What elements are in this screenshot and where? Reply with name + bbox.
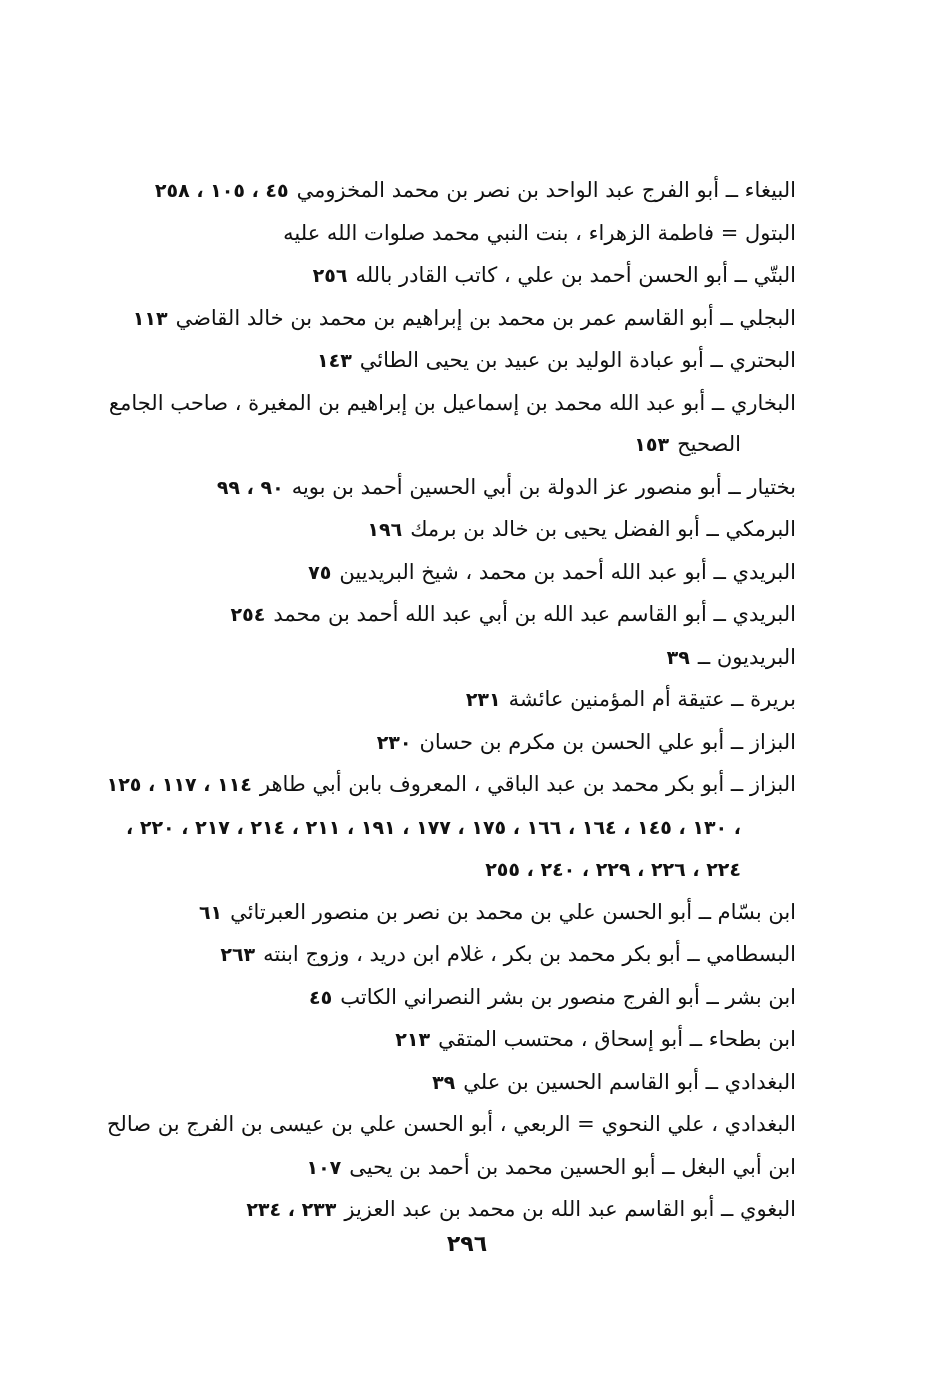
index-entry xyxy=(106,594,796,637)
entry-page-refs: ١٤٣ xyxy=(317,350,352,372)
index-entry xyxy=(106,679,796,722)
index-entry xyxy=(106,383,796,467)
entry-text: البتّي ــ أبو الحسن أحمد بن علي ، كاتب القادر بالله xyxy=(355,263,796,287)
entry-text: البغوي ــ أبو القاسم عبد الله بن محمد بن عبد العزيز xyxy=(344,1197,796,1221)
entry-page-refs: ٢٣٠ xyxy=(376,731,412,754)
entry-text: البريديون ــ xyxy=(697,644,796,669)
index-entries-list xyxy=(106,170,796,1232)
entry-text: البجلي ــ أبو القاسم عمر بن محمد بن إبراهيم بن محمد بن خالد القاضي xyxy=(175,305,796,330)
entry-page-refs: ٢٥٦ xyxy=(312,265,348,287)
index-entry xyxy=(106,722,796,765)
entry-page-refs: ٣٩ xyxy=(432,1071,456,1094)
entry-page-refs: ١٩٦ xyxy=(367,519,403,541)
entry-text: البزاز ــ أبو علي الحسن بن مكرم بن حسان xyxy=(419,729,796,754)
index-entry xyxy=(106,552,796,595)
index-entry xyxy=(106,467,796,510)
entry-page-refs: ٩٠ ، ٩٩ xyxy=(216,476,284,499)
index-entry xyxy=(106,934,796,977)
entry-text: البسطامي ــ أبو بكر محمد بن بكر ، غلام ابن دريد ، وزوج ابنته xyxy=(263,942,796,966)
index-entry xyxy=(106,977,796,1020)
entry-page-refs: ٢٦٣ xyxy=(220,944,256,966)
entry-page-refs: ٢٣٣ ، ٢٣٤ xyxy=(246,1199,337,1221)
entry-page-refs: ٢٥٤ xyxy=(230,604,266,626)
index-entry xyxy=(106,637,796,680)
entry-text: البغدادي ، علي النحوي = الربعي ، أبو الحسن علي بن عيسى بن الفرج بن صالح xyxy=(106,1112,796,1136)
entry-text: ابن بشر ــ أبو الفرج منصور بن بشر النصراني الكاتب xyxy=(340,984,796,1009)
entry-text: ابن أبي البغل ــ أبو الحسين محمد بن أحمد بن يحيى xyxy=(349,1154,796,1179)
index-entry xyxy=(106,764,796,892)
index-entry xyxy=(106,213,796,256)
index-entry xyxy=(106,509,796,552)
entry-text: ابن بسّام ــ أبو الحسن علي بن محمد بن نصر بن منصور العبرتائي xyxy=(230,899,796,924)
index-entry xyxy=(106,1189,796,1232)
entry-page-refs: ١١٤ ، ١١٧ ، ١٢٥ ، ١٣٠ ، ١٤٥ ، ١٦٤ ، ١٦٦ ، ١٧٥ ، ١٧٧ ، ١٩١ ، ٢١١ ، ٢١٤ ، ٢١٧ ، ٢٢٠ ، ٢٢٤ ، ٢٢٦ ، ٢٢٩ ، ٢٤٠ ، ٢٥٥ xyxy=(106,774,741,881)
index-entry xyxy=(106,340,796,383)
entry-page-refs: ٢٣١ xyxy=(465,689,501,711)
entry-page-refs: ١٠٧ xyxy=(306,1156,342,1179)
entry-text: البتول = فاطمة الزهراء ، بنت النبي محمد صلوات الله عليه xyxy=(283,220,796,245)
entry-text: البرمكي ــ أبو الفضل يحيى بن خالد بن برمك xyxy=(410,517,796,541)
entry-text: البغدادي ــ أبو القاسم الحسين بن علي xyxy=(463,1069,796,1094)
entry-text: بختيار ــ أبو منصور عز الدولة بن أبي الحسين أحمد بن بويه xyxy=(291,474,796,499)
index-entry xyxy=(106,1147,796,1190)
entry-text: ابن بطحاء ــ أبو إسحاق ، محتسب المتقي xyxy=(438,1027,796,1051)
entry-text: البريدي ــ أبو عبد الله أحمد بن محمد ، شيخ البريديين xyxy=(339,559,796,584)
index-entry xyxy=(106,255,796,298)
entry-page-refs: ٦١ xyxy=(198,901,223,924)
entry-page-refs: ٤٥ xyxy=(309,986,333,1009)
entry-text: البخاري ــ أبو عبد الله محمد بن إسماعيل بن إبراهيم بن المغيرة ، صاحب الجامع الصحيح xyxy=(108,390,796,456)
entry-text: البيغاء ــ أبو الفرج عبد الواحد بن نصر بن محمد المخزومي xyxy=(296,178,796,202)
index-entry xyxy=(106,298,796,341)
entry-text: البزاز ــ أبو بكر محمد بن عبد الباقي ، المعروف بابن أبي طاهر xyxy=(259,772,796,796)
index-entry xyxy=(106,892,796,935)
index-entry xyxy=(106,1062,796,1105)
index-entry xyxy=(106,1104,796,1147)
entry-text: البريدي ــ أبو القاسم عبد الله بن أبي عبد الله أحمد بن محمد xyxy=(273,602,796,626)
index-entry xyxy=(106,170,796,213)
entry-page-refs: ١١٣ xyxy=(132,307,168,330)
entry-text: البحتري ــ أبو عبادة الوليد بن عبيد بن يحيى الطائي xyxy=(359,348,796,372)
entry-page-refs: ٣٩ xyxy=(666,646,690,669)
entry-page-refs: ٤٥ ، ١٠٥ ، ٢٥٨ xyxy=(154,180,289,202)
entry-text: بريرة ــ عتيقة أم المؤمنين عائشة xyxy=(508,687,796,711)
entry-page-refs: ١٥٣ xyxy=(634,434,670,456)
index-entry xyxy=(106,1019,796,1062)
entry-page-refs: ٢١٣ xyxy=(395,1029,431,1051)
entry-page-refs: ٧٥ xyxy=(308,561,332,584)
page-number: ٢٩٦ xyxy=(446,1232,488,1257)
